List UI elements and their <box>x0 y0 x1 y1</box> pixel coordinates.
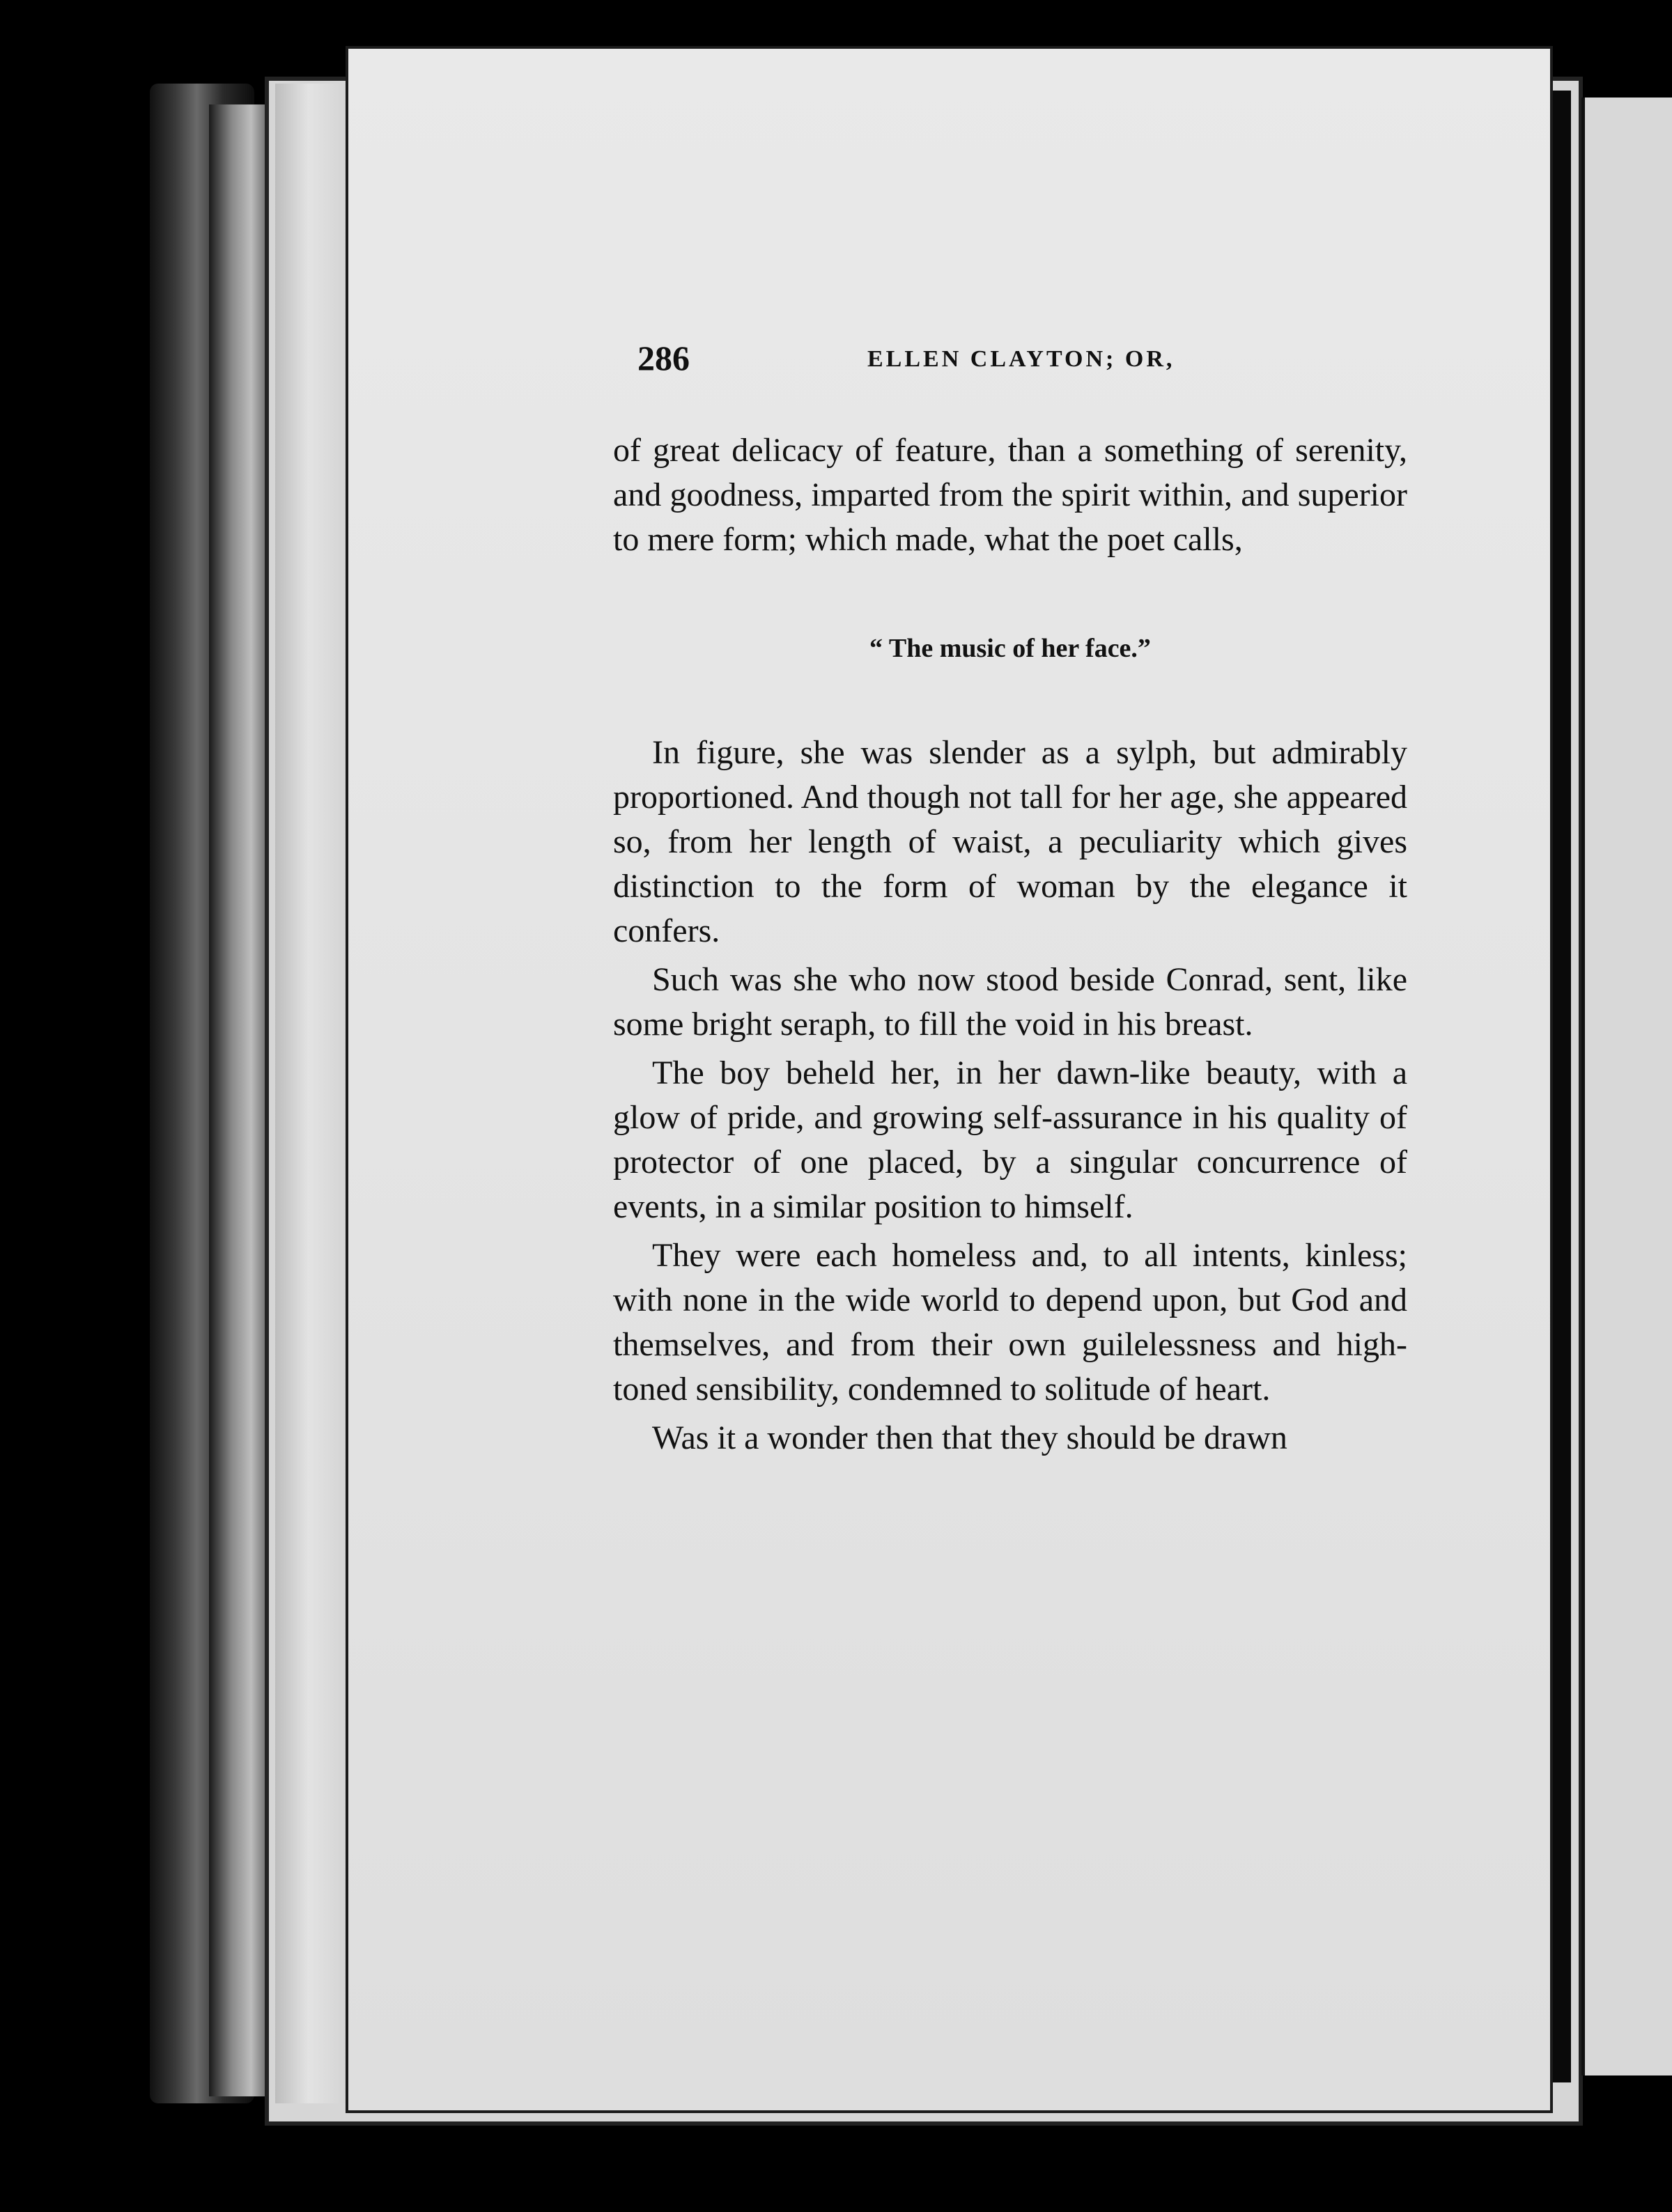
adjacent-page <box>1581 98 1672 2075</box>
paragraph: In figure, she was slender as a sylph, but admirably proportioned. And though not tall for her age, she appeared so, from her length of waist, a peculiarity which gives distinction to the form of woman by the elegance it confers. <box>613 734 1407 949</box>
body-text <box>613 428 1407 1461</box>
page-number: 286 <box>637 338 690 377</box>
paragraph: Such was she who now stood beside Conrad, sent, like some bright seraph, to fill the void in his breast. <box>613 961 1407 1043</box>
page-edges <box>275 84 360 2103</box>
paragraph: The boy beheld her, in her dawn-like beauty, with a glow of pride, and growing self-assurance in his quality of protector of one placed, by a singular concurrence of events, in a similar position to himself. <box>613 1054 1407 1225</box>
paragraph: Was it a wonder then that they should be drawn <box>652 1419 1287 1456</box>
quotation: “ The music of her face.” <box>869 634 1151 663</box>
running-title: ELLEN CLAYTON; OR, <box>867 346 1175 372</box>
paragraph: They were each homeless and, to all intents, kinless; with none in the wide world to depend upon, but God and themselves, and from their own guilelessness and high-toned sensibility, condemned to solitude of heart. <box>613 1237 1407 1408</box>
right-binding <box>1550 91 1571 2082</box>
paragraph: of great delicacy of feature, than a something of serenity, and goodness, imparted from the spirit within, and superior to mere form; which made, what the poet calls, <box>613 432 1407 558</box>
running-head <box>637 338 1411 380</box>
